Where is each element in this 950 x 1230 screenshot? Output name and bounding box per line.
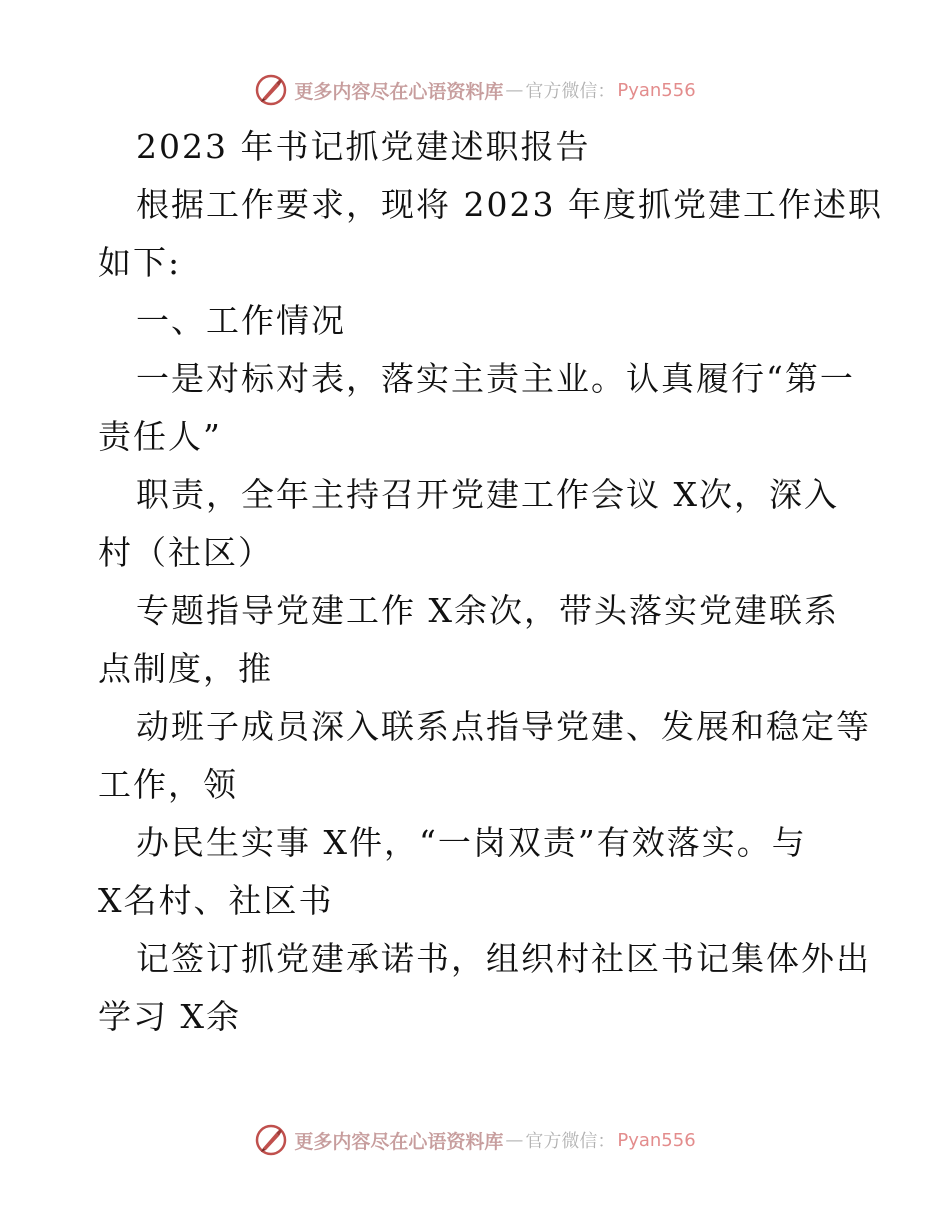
header-dash: —: [505, 79, 524, 101]
doc-title: 2023 年书记抓党建述职报告: [136, 127, 591, 166]
paragraph-line: 村（社区）: [98, 533, 273, 572]
footer-wechat-id: Pyan556: [617, 1129, 696, 1151]
section-heading: 一、工作情况: [136, 301, 346, 340]
footer-wechat-label: 官方微信：: [525, 1131, 616, 1152]
paragraph-line: 专题指导党建工作 X余次，带头落实党建联系: [136, 591, 839, 630]
paragraph-line: 工作，领: [98, 765, 238, 804]
paragraph-line: 动班子成员深入联系点指导党建、发展和稳定等: [136, 707, 871, 746]
paragraph-line: 一是对标对表，落实主责主业。认真履行“第一: [136, 359, 855, 398]
paragraph-line: 办民生实事 X件，“一岗双责”有效落实。与: [136, 823, 807, 862]
paragraph-line: 学习 X余: [98, 997, 241, 1036]
header-watermark: [0, 70, 950, 110]
paragraph-line: 责任人”: [98, 417, 222, 456]
footer-promo-text: 更多内容尽在心语资料库: [294, 1130, 504, 1153]
paragraph-line: 根据工作要求，现将 2023 年度抓党建工作述职: [136, 185, 883, 224]
paragraph-line: 职责，全年主持召开党建工作会议 X次，深入: [136, 475, 839, 514]
header-wechat-id: Pyan556: [617, 79, 696, 101]
document-body: [98, 118, 883, 1046]
paragraph-line: 点制度，推: [98, 649, 273, 688]
pen-logo-icon: [254, 1123, 288, 1157]
footer-dash: —: [505, 1129, 524, 1151]
footer-watermark: [0, 1120, 950, 1160]
paragraph-line: 记签订抓党建承诺书，组织村社区书记集体外出: [136, 939, 871, 978]
header-promo-text: 更多内容尽在心语资料库: [294, 80, 504, 103]
pen-logo-icon: [254, 73, 288, 107]
paragraph-line: X名村、社区书: [98, 881, 334, 920]
header-wechat-label: 官方微信：: [525, 81, 616, 102]
paragraph-line: 如下:: [98, 243, 182, 282]
